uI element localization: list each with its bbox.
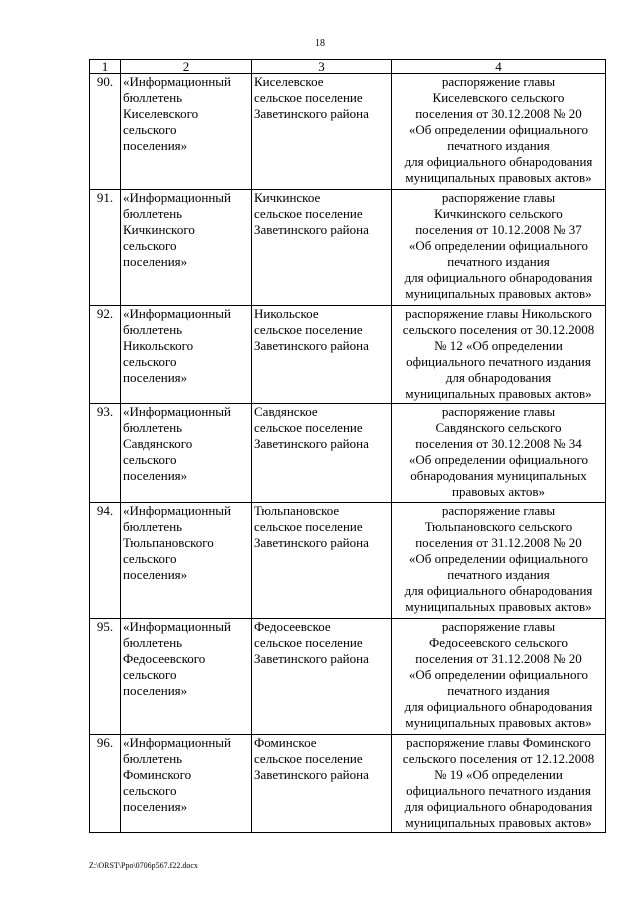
settlement-name: Киселевское сельское поселение Заветинского района: [252, 74, 392, 190]
publication-name: «Информационный бюллетень Никольского сельского поселения»: [121, 306, 252, 404]
publications-table: [89, 59, 606, 833]
settlement-name: Никольское сельское поселение Заветинского района: [252, 306, 392, 404]
table-row: [90, 74, 606, 190]
legal-act: распоряжение главы Савдянского сельского поселения от 30.12.2008 № 34 «Об определении официального обнародования муниципальных правовых актов»: [392, 404, 606, 503]
table-row: [90, 619, 606, 735]
table-row: [90, 735, 606, 833]
table-body: [90, 74, 606, 833]
row-number: 90.: [90, 74, 121, 190]
row-number: 91.: [90, 190, 121, 306]
legal-act: распоряжение главы Фоминского сельского поселения от 12.12.2008 № 19 «Об определении официального печатного издания для официального обнародования муниципальных правовых актов»: [392, 735, 606, 833]
column-header-1: 1: [90, 60, 121, 74]
legal-act: распоряжение главы Тюльпановского сельского поселения от 31.12.2008 № 20 «Об определении официального печатного издания для официального обнародования муниципальных правовых актов»: [392, 503, 606, 619]
settlement-name: Фоминское сельское поселение Заветинского района: [252, 735, 392, 833]
page-number: 18: [315, 38, 325, 49]
row-number: 95.: [90, 619, 121, 735]
column-header-2: 2: [121, 60, 252, 74]
table-header: [90, 60, 606, 74]
settlement-name: Кичкинское сельское поселение Заветинского района: [252, 190, 392, 306]
settlement-name: Тюльпановское сельское поселение Заветинского района: [252, 503, 392, 619]
legal-act: распоряжение главы Кичкинского сельского поселения от 10.12.2008 № 37 «Об определении официального печатного издания для официального обнародования муниципальных правовых актов»: [392, 190, 606, 306]
row-number: 92.: [90, 306, 121, 404]
publication-name: «Информационный бюллетень Кичкинского сельского поселения»: [121, 190, 252, 306]
legal-act: распоряжение главы Киселевского сельского поселения от 30.12.2008 № 20 «Об определении официального печатного издания для официального обнародования муниципальных правовых актов»: [392, 74, 606, 190]
publication-name: «Информационный бюллетень Фоминского сельского поселения»: [121, 735, 252, 833]
publication-name: «Информационный бюллетень Тюльпановского сельского поселения»: [121, 503, 252, 619]
settlement-name: Федосеевское сельское поселение Заветинского района: [252, 619, 392, 735]
row-number: 94.: [90, 503, 121, 619]
publication-name: «Информационный бюллетень Савдянского сельского поселения»: [121, 404, 252, 503]
publication-name: «Информационный бюллетень Киселевского сельского поселения»: [121, 74, 252, 190]
table-row: [90, 306, 606, 404]
legal-act: распоряжение главы Федосеевского сельского поселения от 31.12.2008 № 20 «Об определении официального печатного издания для официального обнародования муниципальных правовых актов»: [392, 619, 606, 735]
row-number: 93.: [90, 404, 121, 503]
row-number: 96.: [90, 735, 121, 833]
publication-name: «Информационный бюллетень Федосеевского сельского поселения»: [121, 619, 252, 735]
table-row: [90, 503, 606, 619]
column-header-3: 3: [252, 60, 392, 74]
table-row: [90, 190, 606, 306]
table-header-row: [90, 60, 606, 74]
table-row: [90, 404, 606, 503]
legal-act: распоряжение главы Никольского сельского поселения от 30.12.2008 № 12 «Об определении официального печатного издания для обнародования муниципальных правовых актов»: [392, 306, 606, 404]
column-header-4: 4: [392, 60, 606, 74]
settlement-name: Савдянское сельское поселение Заветинского района: [252, 404, 392, 503]
file-path-footer: Z:\ORST\Ppo\0706p567.f22.docx: [89, 861, 198, 870]
